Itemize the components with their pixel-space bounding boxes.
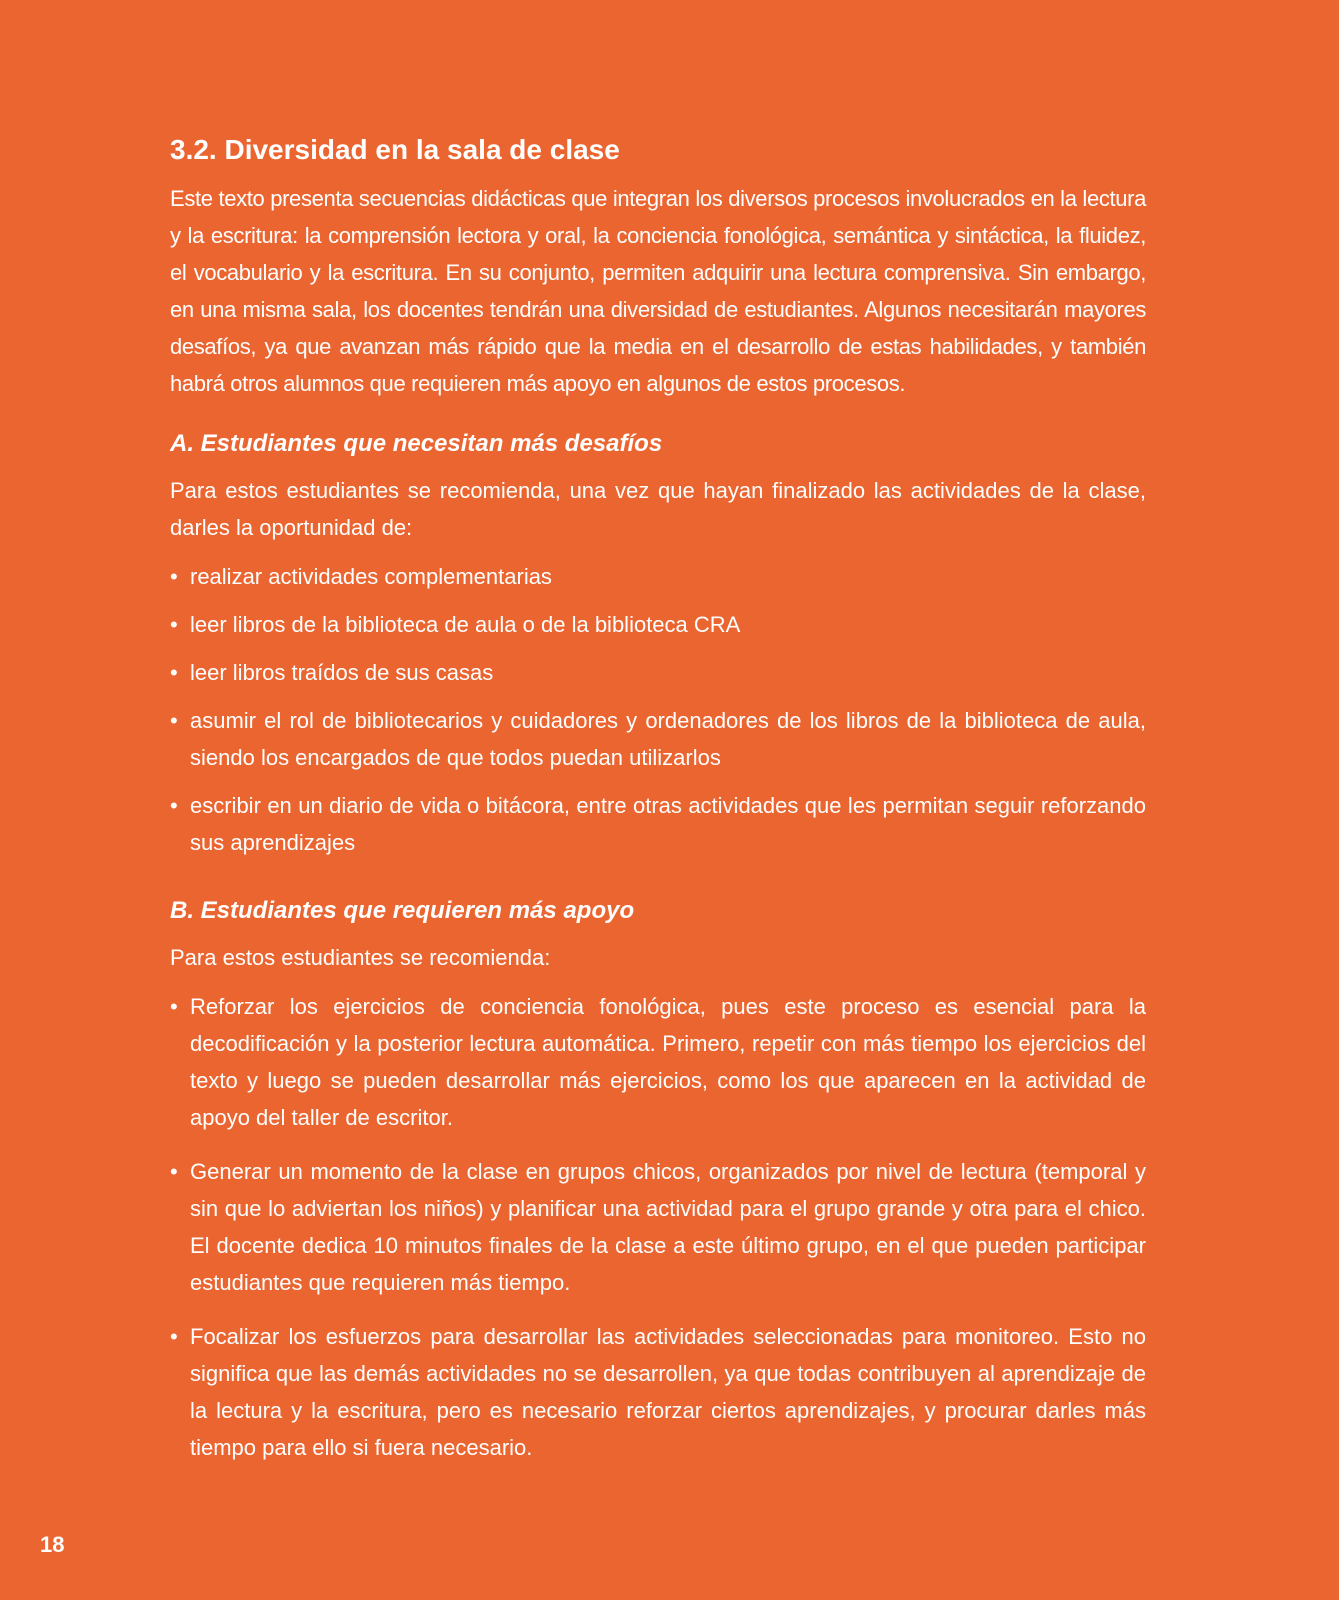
- list-item: [170, 558, 1146, 595]
- list-item-text: realizar actividades complementarias: [190, 564, 552, 589]
- list-item: [170, 787, 1146, 861]
- bullet-icon: •: [170, 793, 178, 818]
- section-a-list: [170, 558, 1146, 861]
- section-a-intro: Para estos estudiantes se recomienda, una vez que hayan finalizado las actividades de la clase, darles la oportunidad de:: [170, 478, 1146, 540]
- page-content: [170, 132, 1146, 1483]
- section-b-heading: B. Estudiantes que requieren más apoyo: [170, 897, 635, 924]
- list-item: [170, 606, 1146, 643]
- list-item: [170, 702, 1146, 776]
- section-title: 3.2. Diversidad en la sala de clase: [170, 134, 620, 165]
- bullet-icon: •: [170, 1159, 178, 1184]
- section-a-heading: A. Estudiantes que necesitan más desafíos: [170, 430, 663, 457]
- list-item-text: Reforzar los ejercicios de conciencia fonológica, pues este proceso es esencial para la decodificación y la posterior lectura automática. Primero, repetir con más tiempo los ejercicios del texto y luego se pueden desarrollar más ejercicios, como los que aparecen en la actividad de apoyo del taller de escritor.: [190, 994, 1146, 1130]
- list-item: [170, 988, 1146, 1136]
- list-item-text: escribir en un diario de vida o bitácora, entre otras actividades que les permitan seguir reforzando sus aprendizajes: [190, 793, 1146, 855]
- list-item: [170, 1153, 1146, 1301]
- section-b-list: [170, 988, 1146, 1466]
- section-intro: Este texto presenta secuencias didácticas que integran los diversos procesos involucrados en la lectura y la escritura: la comprensión lectora y oral, la conciencia fonológica, semántica y sintáctica, la fluidez, el vocabulario y la escritura. En su conjunto, permiten adquirir una lectura comprensiva. Sin embargo, en una misma sala, los docentes tendrán una diversidad de estudiantes. Algunos necesitarán mayores desafíos, ya que avanzan más rápido que la media en el desarrollo de estas habilidades, y también habrá otros alumnos que requieren más apoyo en algunos de estos procesos.: [170, 186, 1146, 396]
- list-item: [170, 654, 1146, 691]
- list-item: [170, 1318, 1146, 1466]
- bullet-icon: •: [170, 708, 178, 733]
- bullet-icon: •: [170, 1324, 178, 1349]
- bullet-icon: •: [170, 612, 178, 637]
- list-item-text: leer libros de la biblioteca de aula o de la biblioteca CRA: [190, 612, 741, 637]
- list-item-text: leer libros traídos de sus casas: [190, 660, 494, 685]
- page-number: 18: [40, 1532, 65, 1557]
- bullet-icon: •: [170, 564, 178, 589]
- list-item-text: asumir el rol de bibliotecarios y cuidadores y ordenadores de los libros de la biblioteca de aula, siendo los encargados de que todos puedan utilizarlos: [190, 708, 1146, 770]
- bullet-icon: •: [170, 994, 178, 1019]
- list-item-text: Focalizar los esfuerzos para desarrollar las actividades seleccionadas para monitoreo. Esto no significa que las demás actividades no se desarrollen, ya que todas contribuyen al aprendizaje de la lectura y la escritura, pero es necesario reforzar ciertos aprendizajes, y procurar darles más tiempo para ello si fuera necesario.: [190, 1324, 1146, 1460]
- bullet-icon: •: [170, 660, 178, 685]
- list-item-text: Generar un momento de la clase en grupos chicos, organizados por nivel de lectura (temporal y sin que lo adviertan los niños) y planificar una actividad para el grupo grande y otra para el chico. El docente dedica 10 minutos finales de la clase a este último grupo, en el que pueden participar estudiantes que requieren más tiempo.: [190, 1159, 1146, 1295]
- section-b-intro: Para estos estudiantes se recomienda:: [170, 945, 551, 970]
